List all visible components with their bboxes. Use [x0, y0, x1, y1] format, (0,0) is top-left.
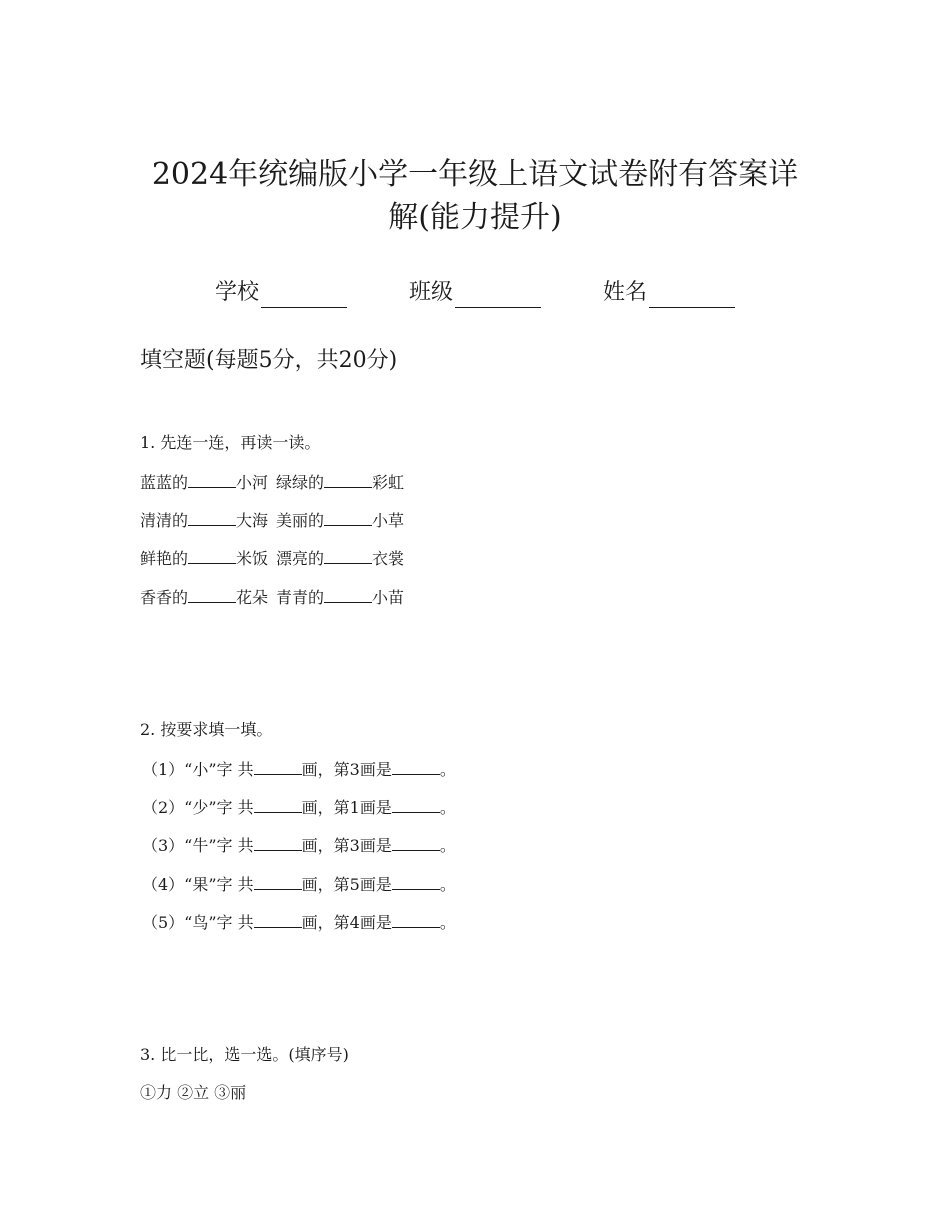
class-field [409, 278, 541, 308]
q2-item-3-end: 。 [439, 836, 456, 855]
q1-row-3-c: 漂亮的 [276, 549, 325, 568]
q1-row-4-b: 花朵 [236, 588, 269, 607]
q1-row-1-d: 彩虹 [372, 473, 405, 492]
q1-row-4 [140, 586, 404, 609]
q2-item-3-blank-count[interactable] [254, 834, 302, 851]
name-blank[interactable] [649, 283, 735, 308]
q2-item-4-blank-stroke[interactable] [392, 873, 440, 890]
school-blank[interactable] [261, 283, 347, 308]
q2-item-1-end: 。 [439, 760, 456, 779]
q2-item-5-blank-count[interactable] [254, 911, 302, 928]
q1-row-3 [140, 547, 404, 570]
q2-item-4-blank-count[interactable] [254, 873, 302, 890]
section-heading: 填空题(每题5分，共20分) [140, 348, 398, 373]
q2-item-1-mid: 画，第3画是 [301, 760, 392, 779]
q1-row-4-blank-2[interactable] [324, 586, 372, 603]
q1-row-2-blank-2[interactable] [324, 509, 372, 526]
q1-row-3-a: 鲜艳的 [140, 549, 189, 568]
question-3-prompt: 3. 比一比，选一选。(填序号) [140, 1045, 349, 1064]
q2-item-5-end: 。 [439, 913, 456, 932]
q1-row-1-blank-1[interactable] [188, 471, 236, 488]
q1-row-2-c: 美丽的 [276, 511, 325, 530]
name-label: 姓名 [603, 280, 648, 305]
q2-item-4-end: 。 [439, 875, 456, 894]
q1-row-4-c: 青青的 [276, 588, 325, 607]
q2-item-5-blank-stroke[interactable] [392, 911, 440, 928]
school-field [215, 278, 347, 308]
class-blank[interactable] [455, 283, 541, 308]
q1-row-2-blank-1[interactable] [188, 509, 236, 526]
q2-item-5-label: （5）“鸟”字 共 [142, 913, 254, 932]
q1-row-1-blank-2[interactable] [324, 471, 372, 488]
q1-row-3-blank-2[interactable] [324, 547, 372, 564]
q2-item-3-mid: 画，第3画是 [301, 836, 392, 855]
question-2-prompt: 2. 按要求填一填。 [140, 720, 273, 739]
q2-item-1-blank-stroke[interactable] [392, 758, 440, 775]
q1-row-3-blank-1[interactable] [188, 547, 236, 564]
q2-item-3-label: （3）“牛”字 共 [142, 836, 254, 855]
q1-row-1-a: 蓝蓝的 [140, 473, 189, 492]
q2-item-4 [142, 873, 456, 896]
q1-row-2-a: 清清的 [140, 511, 189, 530]
q2-item-3 [142, 834, 456, 857]
q1-row-2-b: 大海 [236, 511, 269, 530]
q1-row-1 [140, 471, 404, 494]
q2-item-4-label: （4）“果”字 共 [142, 875, 254, 894]
q1-row-1-b: 小河 [236, 473, 269, 492]
q2-item-3-blank-stroke[interactable] [392, 834, 440, 851]
document-title-line-2: 解(能力提升) [388, 200, 562, 235]
q2-item-1 [142, 758, 456, 781]
school-label: 学校 [214, 280, 259, 305]
name-field [603, 278, 735, 308]
q1-row-4-a: 香香的 [140, 588, 189, 607]
q1-row-1-c: 绿绿的 [276, 473, 325, 492]
q2-item-2-label: （2）“少”字 共 [142, 798, 254, 817]
q3-options: ①力 ②立 ③丽 [140, 1083, 247, 1102]
q2-item-5-mid: 画，第4画是 [301, 913, 392, 932]
question-1-prompt: 1. 先连一连，再读一读。 [140, 433, 321, 452]
q1-row-3-b: 米饭 [236, 549, 269, 568]
q1-row-2-d: 小草 [372, 511, 405, 530]
q2-item-2-mid: 画，第1画是 [301, 798, 392, 817]
q2-item-1-label: （1）“小”字 共 [142, 760, 254, 779]
student-info-row [0, 278, 950, 308]
q1-row-2 [140, 509, 404, 532]
document-title-line-1: 2024年统编版小学一年级上语文试卷附有答案详 [151, 157, 799, 192]
q1-row-4-d: 小苗 [372, 588, 405, 607]
q2-item-1-blank-count[interactable] [254, 758, 302, 775]
q2-item-2 [142, 796, 456, 819]
class-label: 班级 [408, 280, 453, 305]
q2-item-4-mid: 画，第5画是 [301, 875, 392, 894]
q2-item-2-end: 。 [439, 798, 456, 817]
q2-item-5 [142, 911, 456, 934]
q1-row-3-d: 衣裳 [372, 549, 405, 568]
q2-item-2-blank-stroke[interactable] [392, 796, 440, 813]
q2-item-2-blank-count[interactable] [254, 796, 302, 813]
q1-row-4-blank-1[interactable] [188, 586, 236, 603]
